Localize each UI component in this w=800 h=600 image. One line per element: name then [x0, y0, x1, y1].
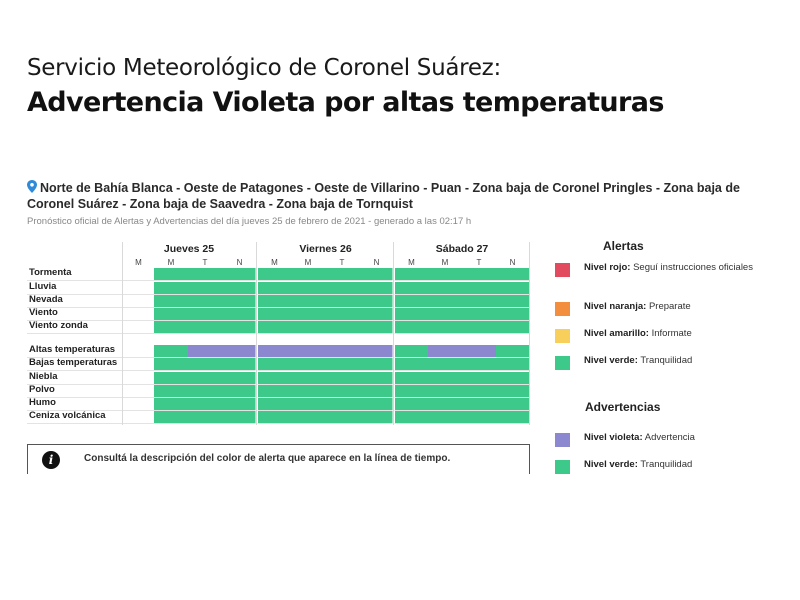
timeline-cell-green — [395, 372, 428, 384]
time-slot-label: T — [202, 258, 208, 267]
timeline-cell-green — [154, 398, 188, 410]
location-pin-icon — [27, 180, 37, 193]
timeline-cell-green — [462, 358, 496, 370]
timeline-cell-green — [428, 295, 462, 307]
timeline-cell-green — [188, 308, 222, 320]
legend-text — [584, 300, 784, 313]
page-title: Advertencia Violeta por altas temperaturas — [27, 87, 664, 118]
time-slot-label: M — [304, 258, 312, 267]
legend-text — [584, 431, 784, 444]
legend-text — [584, 261, 784, 274]
timeline-cell-green — [395, 398, 428, 410]
timeline-cell-green — [325, 372, 359, 384]
timeline-cell-green — [291, 398, 325, 410]
legend-level-desc: Seguí instrucciones oficiales — [633, 262, 753, 273]
timeline-cell-green — [496, 398, 529, 410]
day-header: Sábado 27 — [435, 243, 489, 255]
legend-level-desc: Preparate — [648, 301, 691, 312]
timeline-cell-green — [154, 282, 188, 294]
timeline-cell-green — [258, 385, 291, 397]
timeline-cell-green — [428, 282, 462, 294]
time-slot-label: M — [441, 258, 449, 267]
legend-level-name: Nivel verde: — [584, 459, 638, 470]
timeline-cell-green — [325, 308, 359, 320]
day-header: Viernes 26 — [299, 243, 352, 255]
timeline-cell-green — [496, 385, 529, 397]
timeline-cell-green — [395, 385, 428, 397]
timeline-cell-green — [291, 308, 325, 320]
legend-text — [584, 327, 784, 340]
legend-level-name: Nivel amarillo: — [584, 328, 649, 339]
timeline-cell-green — [428, 268, 462, 280]
hazard-label: Viento — [29, 307, 58, 318]
timeline-cell-green — [258, 295, 291, 307]
legend-swatch-green — [555, 356, 570, 370]
timeline-cell-green — [291, 358, 325, 370]
timeline-cell-green — [462, 308, 496, 320]
timeline-cell-violet — [222, 345, 257, 357]
legend-level-name: Nivel naranja: — [584, 301, 647, 312]
timeline-cell-green — [188, 295, 222, 307]
timeline-cell-green — [222, 398, 257, 410]
timeline-cell-violet — [188, 345, 222, 357]
timeline-cell-green — [462, 282, 496, 294]
time-slot-label: N — [236, 258, 243, 267]
day-separator — [122, 242, 123, 425]
timeline-cells — [27, 240, 532, 428]
timeline-cell-green — [188, 372, 222, 384]
info-icon: i — [42, 451, 60, 469]
timeline-cell-green — [222, 268, 257, 280]
timeline-cell-green — [395, 321, 428, 333]
legend-text — [584, 354, 784, 367]
time-slot-label: T — [476, 258, 482, 267]
timeline-cell-green — [395, 411, 428, 423]
timeline-cell-green — [462, 321, 496, 333]
timeline-cell-green — [188, 411, 222, 423]
timeline-cell-green — [395, 345, 428, 357]
legend-swatch-orange — [555, 302, 570, 316]
timeline-cell-violet — [428, 345, 462, 357]
legend-level-name: Nivel rojo: — [584, 262, 631, 273]
timeline-cell-green — [188, 321, 222, 333]
timeline-cell-green — [496, 308, 529, 320]
timeline-cell-green — [291, 321, 325, 333]
timeline-cell-green — [258, 321, 291, 333]
timeline-cell-green — [428, 308, 462, 320]
timeline-cell-violet — [291, 345, 325, 357]
legend-swatch-violet — [555, 433, 570, 447]
legend-swatch-green — [555, 460, 570, 474]
day-separator — [529, 242, 530, 425]
timeline-cell-green — [291, 268, 325, 280]
hazard-label: Ceniza volcánica — [29, 410, 106, 421]
info-box — [27, 444, 530, 474]
timeline-cell-green — [462, 398, 496, 410]
legend-advertencias-title: Advertencias — [585, 400, 661, 414]
timeline-cell-green — [188, 268, 222, 280]
timeline-cell-green — [462, 411, 496, 423]
timeline-cell-green — [154, 268, 188, 280]
legend-level-desc: Advertencia — [644, 432, 695, 443]
timeline-cell-green — [154, 295, 188, 307]
legend-level-desc: Tranquilidad — [640, 355, 693, 366]
location-line — [27, 180, 787, 212]
timeline-cell-green — [258, 308, 291, 320]
timeline-cell-green — [188, 282, 222, 294]
timeline-cell-green — [359, 411, 394, 423]
timeline-cell-green — [462, 385, 496, 397]
timeline-cell-green — [496, 295, 529, 307]
timeline-cell-green — [395, 295, 428, 307]
legend-text — [584, 458, 784, 471]
hazard-label: Bajas temperaturas — [29, 357, 118, 368]
hazard-label: Nevada — [29, 294, 63, 305]
info-text: Consultá la descripción del color de alerta que aparece en la línea de tiempo. — [84, 453, 451, 464]
forecast-note: Pronóstico oficial de Alertas y Advertencias del día jueves 25 de febrero de 2021 - generado a las 02:17 h — [27, 216, 472, 227]
hazard-label: Niebla — [29, 371, 58, 382]
time-slot-label: N — [373, 258, 380, 267]
legend-alertas-title: Alertas — [603, 239, 644, 253]
timeline-cell-green — [325, 358, 359, 370]
timeline-cell-green — [325, 282, 359, 294]
timeline-cell-green — [258, 398, 291, 410]
timeline-cell-green — [222, 295, 257, 307]
timeline-cell-green — [154, 372, 188, 384]
timeline-cell-green — [496, 372, 529, 384]
timeline-cell-green — [496, 268, 529, 280]
time-slot-label: M — [271, 258, 278, 267]
timeline-cell-green — [359, 398, 394, 410]
timeline-cell-green — [462, 372, 496, 384]
timeline-cell-violet — [359, 345, 394, 357]
time-slot-label: M — [408, 258, 415, 267]
timeline-cell-green — [291, 385, 325, 397]
timeline-cell-green — [325, 295, 359, 307]
timeline-cell-green — [154, 385, 188, 397]
location-text: Norte de Bahía Blanca - Oeste de Patagones - Oeste de Villarino - Puan - Zona baja de Coronel Pringles - Zona baja de Coronel Suárez - Zona baja de Saavedra - Zona baja de Tornquist — [27, 181, 740, 211]
timeline-cell-green — [291, 411, 325, 423]
timeline-cell-green — [496, 282, 529, 294]
timeline-cell-green — [428, 372, 462, 384]
timeline-cell-green — [428, 321, 462, 333]
timeline-cell-green — [496, 358, 529, 370]
timeline-cell-green — [258, 268, 291, 280]
day-header: Jueves 25 — [163, 243, 215, 255]
timeline-cell-green — [258, 411, 291, 423]
timeline-cell-green — [222, 308, 257, 320]
timeline-cell-green — [462, 295, 496, 307]
page-subtitle: Servicio Meteorológico de Coronel Suárez: — [27, 55, 501, 81]
hazard-label: Lluvia — [29, 281, 57, 292]
legend-level-desc: Tranquilidad — [640, 459, 693, 470]
timeline-cell-green — [496, 345, 529, 357]
time-slot-label: M — [167, 258, 175, 267]
timeline-cell-green — [325, 268, 359, 280]
timeline-cell-green — [154, 345, 188, 357]
timeline-cell-green — [428, 385, 462, 397]
timeline-cell-green — [325, 385, 359, 397]
hazard-label: Altas temperaturas — [29, 344, 116, 355]
day-separator — [393, 242, 394, 425]
timeline-cell-green — [291, 295, 325, 307]
hazard-label: Polvo — [29, 384, 55, 395]
timeline-cell-green — [359, 308, 394, 320]
timeline-cell-green — [258, 282, 291, 294]
timeline-cell-green — [222, 385, 257, 397]
hazard-label: Viento zonda — [29, 320, 88, 331]
timeline-cell-green — [222, 321, 257, 333]
timeline-cell-green — [359, 385, 394, 397]
timeline-cell-green — [359, 372, 394, 384]
timeline-cell-green — [428, 398, 462, 410]
timeline-cell-green — [154, 308, 188, 320]
timeline-cell-green — [154, 321, 188, 333]
timeline-cell-green — [325, 411, 359, 423]
timeline-cell-green — [395, 358, 428, 370]
timeline-cell-green — [154, 411, 188, 423]
timeline-cell-green — [428, 358, 462, 370]
timeline-cell-green — [462, 268, 496, 280]
timeline-cell-green — [188, 385, 222, 397]
timeline-cell-violet — [258, 345, 291, 357]
timeline-cell-green — [258, 358, 291, 370]
alert-timeline — [27, 240, 532, 428]
timeline-cell-violet — [462, 345, 496, 357]
timeline-cell-green — [325, 398, 359, 410]
timeline-cell-green — [428, 411, 462, 423]
timeline-cell-green — [222, 358, 257, 370]
legend-level-desc: Informate — [651, 328, 692, 339]
timeline-cell-green — [496, 411, 529, 423]
time-slot-label: M — [135, 258, 142, 267]
timeline-cell-green — [222, 411, 257, 423]
timeline-cell-green — [222, 282, 257, 294]
legend-swatch-red — [555, 263, 570, 277]
timeline-cell-green — [188, 358, 222, 370]
day-separator — [256, 242, 257, 425]
timeline-cell-green — [222, 372, 257, 384]
timeline-cell-green — [359, 268, 394, 280]
timeline-cell-green — [258, 372, 291, 384]
timeline-cell-green — [359, 358, 394, 370]
timeline-cell-green — [359, 282, 394, 294]
timeline-cell-green — [395, 282, 428, 294]
hazard-label: Tormenta — [29, 267, 72, 278]
hazard-label: Humo — [29, 397, 56, 408]
timeline-cell-green — [359, 321, 394, 333]
timeline-cell-violet — [325, 345, 359, 357]
timeline-cell-green — [359, 295, 394, 307]
timeline-cell-green — [154, 358, 188, 370]
timeline-cell-green — [325, 321, 359, 333]
legend-level-name: Nivel violeta: — [584, 432, 643, 443]
timeline-cell-green — [291, 372, 325, 384]
timeline-cell-green — [188, 398, 222, 410]
time-slot-label: N — [509, 258, 516, 267]
legend-level-name: Nivel verde: — [584, 355, 638, 366]
timeline-cell-green — [496, 321, 529, 333]
timeline-cell-green — [291, 282, 325, 294]
legend-swatch-yellow — [555, 329, 570, 343]
timeline-cell-green — [395, 308, 428, 320]
time-slot-label: T — [339, 258, 345, 267]
timeline-cell-green — [395, 268, 428, 280]
